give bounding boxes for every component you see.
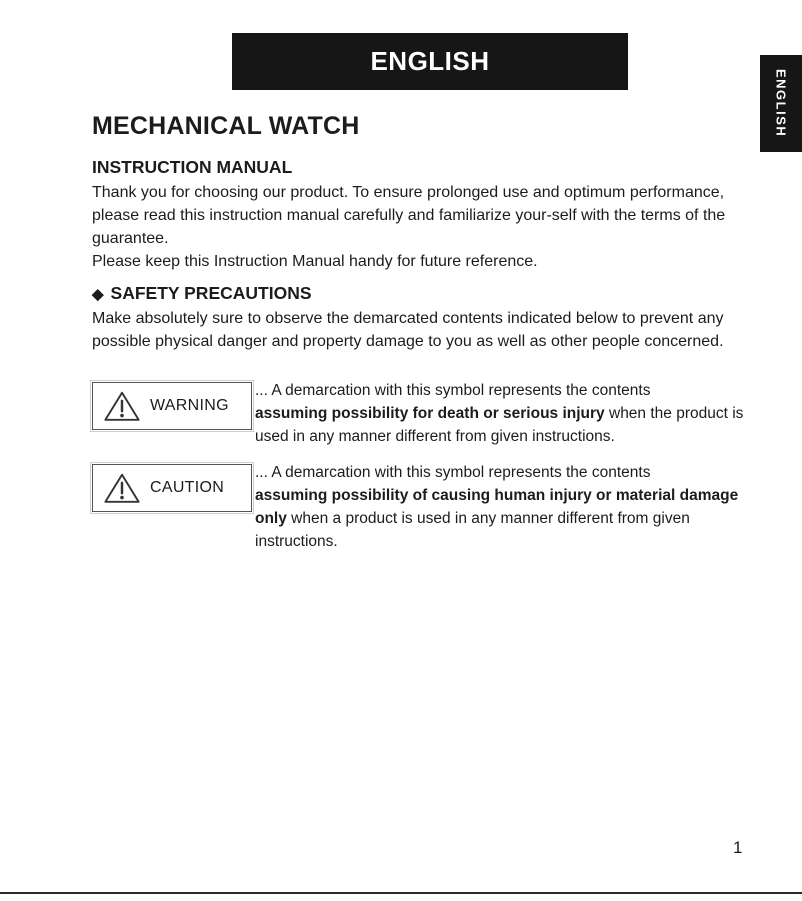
caution-description-rest: when a product is used in any manner different from given instructions. bbox=[255, 510, 690, 550]
warning-triangle-icon bbox=[103, 390, 141, 423]
page-number: 1 bbox=[733, 838, 743, 857]
caution-box bbox=[92, 464, 252, 512]
keep-manual-paragraph: Please keep this Instruction Manual handy for future reference. bbox=[92, 253, 538, 270]
warning-description bbox=[255, 379, 760, 448]
document-title: MECHANICAL WATCH bbox=[92, 112, 360, 140]
caution-description bbox=[255, 461, 760, 553]
warning-description-bold: assuming possibility for death or serious injury bbox=[255, 405, 605, 422]
caution-description-intro: ... A demarcation with this symbol represents the contents bbox=[255, 464, 651, 481]
language-side-tab-label: ENGLISH bbox=[773, 69, 789, 138]
language-side-tab bbox=[760, 55, 802, 152]
warning-description-rest: when the product is used in any manner different from given instructions. bbox=[255, 405, 744, 445]
warning-label: WARNING bbox=[150, 397, 229, 414]
warning-box bbox=[92, 382, 252, 430]
language-banner bbox=[232, 33, 628, 90]
safety-precautions-heading bbox=[92, 283, 760, 304]
diamond-bullet-icon: ◆ bbox=[92, 285, 104, 303]
safety-precautions-heading-label: SAFETY PRECAUTIONS bbox=[110, 283, 312, 303]
bottom-divider bbox=[0, 892, 802, 894]
caution-triangle-icon bbox=[103, 472, 141, 505]
intro-paragraph: Thank you for choosing our product. To ensure prolonged use and optimum performance, please read this instruction manual carefully and familiarize your-self with the terms of the guarantee. bbox=[92, 184, 726, 247]
safety-paragraph: Make absolutely sure to observe the demarcated contents indicated below to prevent any possible physical danger and property damage to you as well as other people concerned. bbox=[92, 310, 724, 350]
instruction-manual-heading: INSTRUCTION MANUAL bbox=[92, 157, 293, 177]
language-banner-label: ENGLISH bbox=[370, 46, 490, 76]
warning-description-intro: ... A demarcation with this symbol represents the contents bbox=[255, 382, 651, 399]
warning-row bbox=[92, 379, 760, 448]
page-content bbox=[92, 112, 760, 553]
caution-description-bold: assuming possibility of causing human injury or material damage only bbox=[255, 487, 739, 527]
caution-row bbox=[92, 461, 760, 553]
caution-label: CAUTION bbox=[150, 479, 225, 496]
